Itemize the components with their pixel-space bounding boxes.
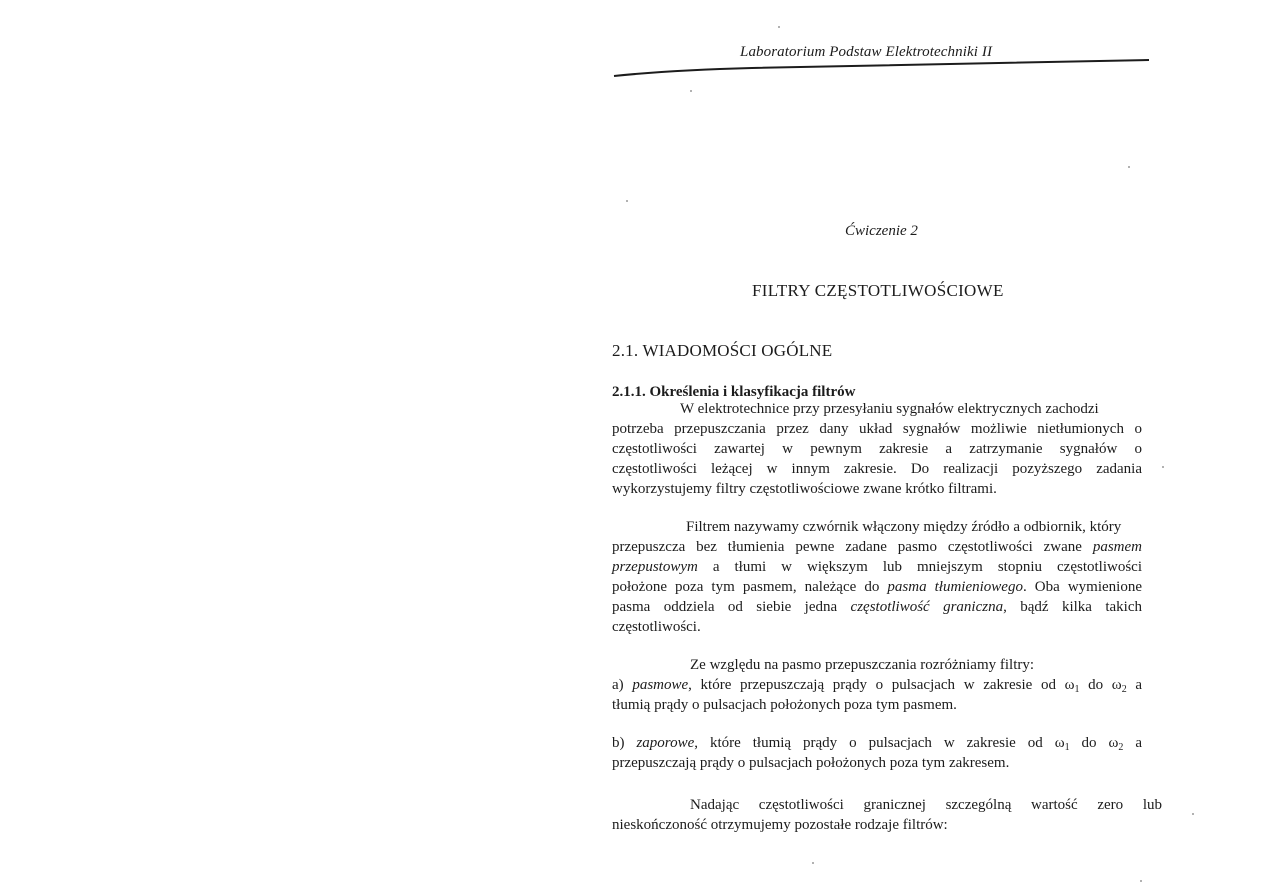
paragraph1-line: potrzeba przepuszczania przez dany układ sygnałów możliwie nietłumionych o <box>612 421 1142 437</box>
paragraph1-line: częstotliwości leżącej w innym zakresie. Do realizacji pozyższego zadania <box>612 461 1142 477</box>
paragraph2-line: częstotliwości. <box>612 619 701 635</box>
paragraph3-intro: Ze względu na pasmo przepuszczania rozróżniamy filtry: <box>690 657 1035 673</box>
section-heading: 2.1. WIADOMOŚCI OGÓLNE <box>612 341 833 360</box>
scan-speck <box>812 862 814 864</box>
paragraph2-line: pasma oddziela od siebie jedna częstotliwość graniczna, bądź kilka takich <box>612 599 1142 615</box>
scan-speck <box>778 26 780 28</box>
list-item-a: a) pasmowe, które przepuszczają prądy o pulsacjach w zakresie od $\omega_1$ do $\omega_2$ a <box>612 677 1142 695</box>
header-rule <box>612 56 1149 80</box>
paragraph1-line: częstotliwości zawartej w pewnym zakresie a zatrzymanie sygnałów o <box>612 441 1142 457</box>
subsection-heading: 2.1.1. Określenia i klasyfikacja filtrów <box>612 384 856 400</box>
list-item-b-line2: przepuszczają prądy o pulsacjach położonych poza tym zakresem. <box>612 755 1010 771</box>
scan-speck <box>1192 813 1194 815</box>
paragraph2-line: przepuszcza bez tłumienia pewne zadane pasmo częstotliwości zwane pasmem <box>612 539 1142 555</box>
scan-speck <box>1128 166 1130 168</box>
exercise-label: Ćwiczenie 2 <box>845 223 918 239</box>
paragraph1-line: W elektrotechnice przy przesyłaniu sygnałów elektrycznych zachodzi <box>680 401 1099 417</box>
paragraph4-line: Nadając częstotliwości granicznej szczególną wartość zero lub <box>690 797 1162 813</box>
page-title: FILTRY CZĘSTOTLIWOŚCIOWE <box>752 281 1004 300</box>
paragraph1-line: wykorzystujemy filtry częstotliwościowe zwane krótko filtrami. <box>612 481 997 497</box>
scan-speck <box>1140 880 1142 882</box>
scan-speck <box>626 200 628 202</box>
scan-speck <box>690 90 692 92</box>
paragraph4-line: nieskończoność otrzymujemy pozostałe rodzaje filtrów: <box>612 817 948 833</box>
running-header: Laboratorium Podstaw Elektrotechniki II <box>740 44 993 60</box>
paragraph2-line: położone poza tym pasmem, należące do pasma tłumieniowego. Oba wymienione <box>612 579 1142 595</box>
paragraph2-line: Filtrem nazywamy czwórnik włączony między źródło a odbiornik, który <box>686 519 1122 535</box>
list-item-a-line2: tłumią prądy o pulsacjach położonych poza tym pasmem. <box>612 697 957 713</box>
paragraph2-line: przepustowym a tłumi w większym lub mniejszym stopniu częstotliwości <box>612 559 1142 575</box>
list-item-b: b) zaporowe, które tłumią prądy o pulsacjach w zakresie od $\omega_1$ do $\omega_2$ a <box>612 735 1142 753</box>
scan-speck <box>1162 466 1164 468</box>
